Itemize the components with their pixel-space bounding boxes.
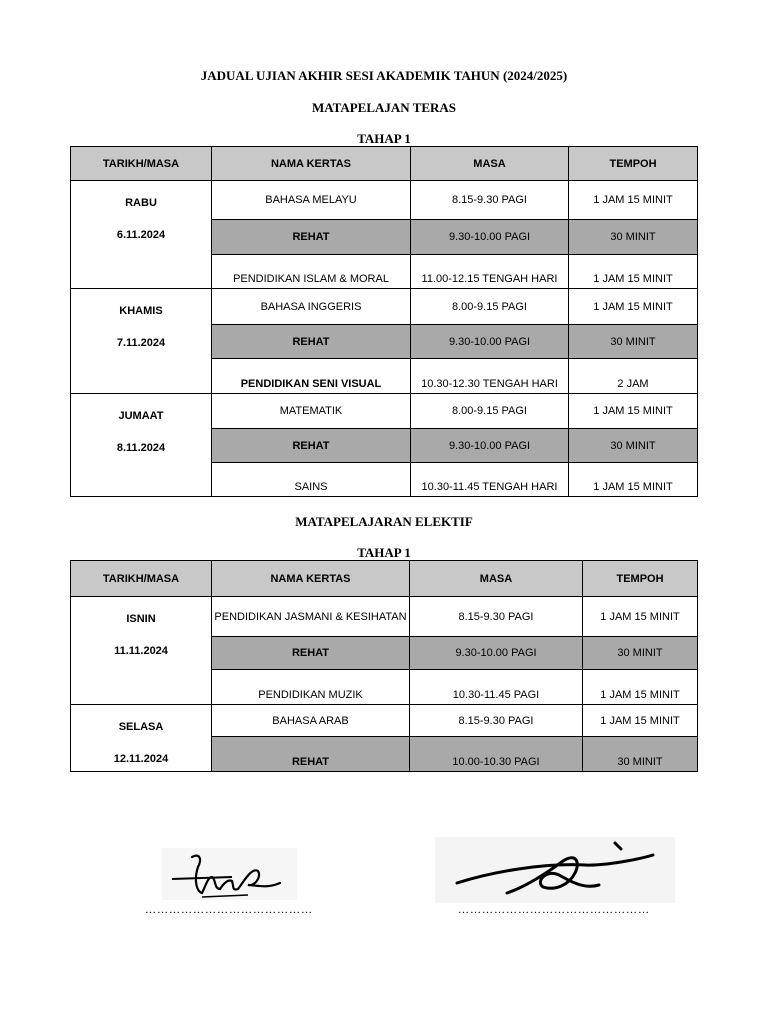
exam-duration: 2 JAM	[569, 359, 698, 394]
exam-time: 10.30-11.45 PAGI	[410, 670, 583, 705]
day-date: 7.11.2024	[116, 337, 166, 349]
exam-time: 9.30-10.00 PAGI	[411, 220, 569, 255]
table-row	[71, 597, 698, 637]
paper-name: BAHASA MELAYU	[212, 181, 411, 220]
exam-duration: 1 JAM 15 MINIT	[569, 289, 698, 325]
header-tempoh: TEMPOH	[583, 561, 698, 597]
header-nama-kertas: NAMA KERTAS	[212, 147, 411, 181]
exam-duration: 1 JAM 15 MINIT	[583, 670, 698, 705]
exam-duration: 30 MINIT	[583, 637, 698, 670]
paper-name: PENDIDIKAN MUZIK	[212, 670, 410, 705]
exam-time: 10.00-10.30 PAGI	[410, 737, 583, 772]
paper-name: PENDIDIKAN JASMANI & KESIHATAN	[212, 597, 410, 637]
table-row	[71, 394, 698, 429]
section2-subheading: TAHAP 1	[357, 545, 411, 560]
header-nama-kertas: NAMA KERTAS	[212, 561, 410, 597]
paper-name: REHAT	[212, 220, 411, 255]
exam-duration: 1 JAM 15 MINIT	[569, 463, 698, 497]
left-signature	[162, 845, 302, 905]
paper-name: PENDIDIKAN SENI VISUAL	[212, 359, 411, 394]
exam-time: 10.30-12.30 TENGAH HARI	[411, 359, 569, 394]
exam-time: 8.15-9.30 PAGI	[411, 181, 569, 220]
exam-time: 10.30-11.45 TENGAH HARI	[411, 463, 569, 497]
schedule-table-elektif	[70, 560, 698, 772]
exam-duration: 1 JAM 15 MINIT	[569, 394, 698, 429]
day-name: JUMAAT	[118, 410, 164, 422]
section1-subheading: TAHAP 1	[357, 131, 411, 146]
paper-name: REHAT	[212, 429, 411, 463]
day-name: KHAMIS	[119, 305, 163, 317]
paper-name: REHAT	[212, 325, 411, 359]
exam-time: 9.30-10.00 PAGI	[411, 429, 569, 463]
day-name: SELASA	[118, 721, 164, 733]
section1-heading: MATAPELAJAN TERAS	[311, 100, 457, 115]
right-signature	[435, 835, 680, 905]
table-row	[71, 289, 698, 325]
table-row	[71, 181, 698, 220]
paper-name: REHAT	[212, 737, 410, 772]
exam-time: 9.30-10.00 PAGI	[410, 637, 583, 670]
day-date: 8.11.2024	[116, 442, 166, 454]
exam-time: 9.30-10.00 PAGI	[411, 325, 569, 359]
header-tarikh: TARIKH/MASA	[71, 147, 212, 181]
exam-duration: 30 MINIT	[569, 429, 698, 463]
exam-time: 8.00-9.15 PAGI	[411, 394, 569, 429]
day-cell	[71, 705, 212, 772]
exam-time: 8.15-9.30 PAGI	[410, 705, 583, 737]
exam-duration: 1 JAM 15 MINIT	[583, 597, 698, 637]
exam-duration: 30 MINIT	[569, 325, 698, 359]
day-cell	[71, 181, 212, 289]
paper-name: BAHASA ARAB	[212, 705, 410, 737]
exam-duration: 30 MINIT	[569, 220, 698, 255]
left-signature-line: ……………………………………	[145, 904, 313, 916]
day-cell	[71, 289, 212, 394]
paper-name: PENDIDIKAN ISLAM & MORAL	[212, 255, 411, 289]
paper-name: SAINS	[212, 463, 411, 497]
header-tempoh: TEMPOH	[569, 147, 698, 181]
section2-heading: MATAPELAJARAN ELEKTIF	[295, 514, 473, 529]
exam-duration: 1 JAM 15 MINIT	[569, 255, 698, 289]
header-tarikh: TARIKH/MASA	[71, 561, 212, 597]
day-date: 12.11.2024	[113, 753, 169, 765]
exam-time: 11.00-12.15 TENGAH HARI	[411, 255, 569, 289]
exam-time: 8.00-9.15 PAGI	[411, 289, 569, 325]
header-masa: MASA	[410, 561, 583, 597]
exam-duration: 30 MINIT	[583, 737, 698, 772]
day-date: 6.11.2024	[116, 229, 166, 241]
paper-name: MATEMATIK	[212, 394, 411, 429]
document-title: JADUAL UJIAN AKHIR SESI AKADEMIK TAHUN (2024/2025)	[200, 68, 568, 83]
schedule-table-teras	[70, 146, 698, 497]
exam-duration: 1 JAM 15 MINIT	[583, 705, 698, 737]
header-masa: MASA	[411, 147, 569, 181]
day-cell	[71, 597, 212, 705]
day-name: ISNIN	[126, 613, 156, 625]
exam-time: 8.15-9.30 PAGI	[410, 597, 583, 637]
day-name: RABU	[125, 197, 157, 209]
exam-duration: 1 JAM 15 MINIT	[569, 181, 698, 220]
paper-name: BAHASA INGGERIS	[212, 289, 411, 325]
day-date: 11.11.2024	[114, 645, 168, 657]
day-cell	[71, 394, 212, 497]
table-row	[71, 705, 698, 737]
right-signature-line: …………………………………………	[458, 904, 650, 916]
paper-name: REHAT	[212, 637, 410, 670]
